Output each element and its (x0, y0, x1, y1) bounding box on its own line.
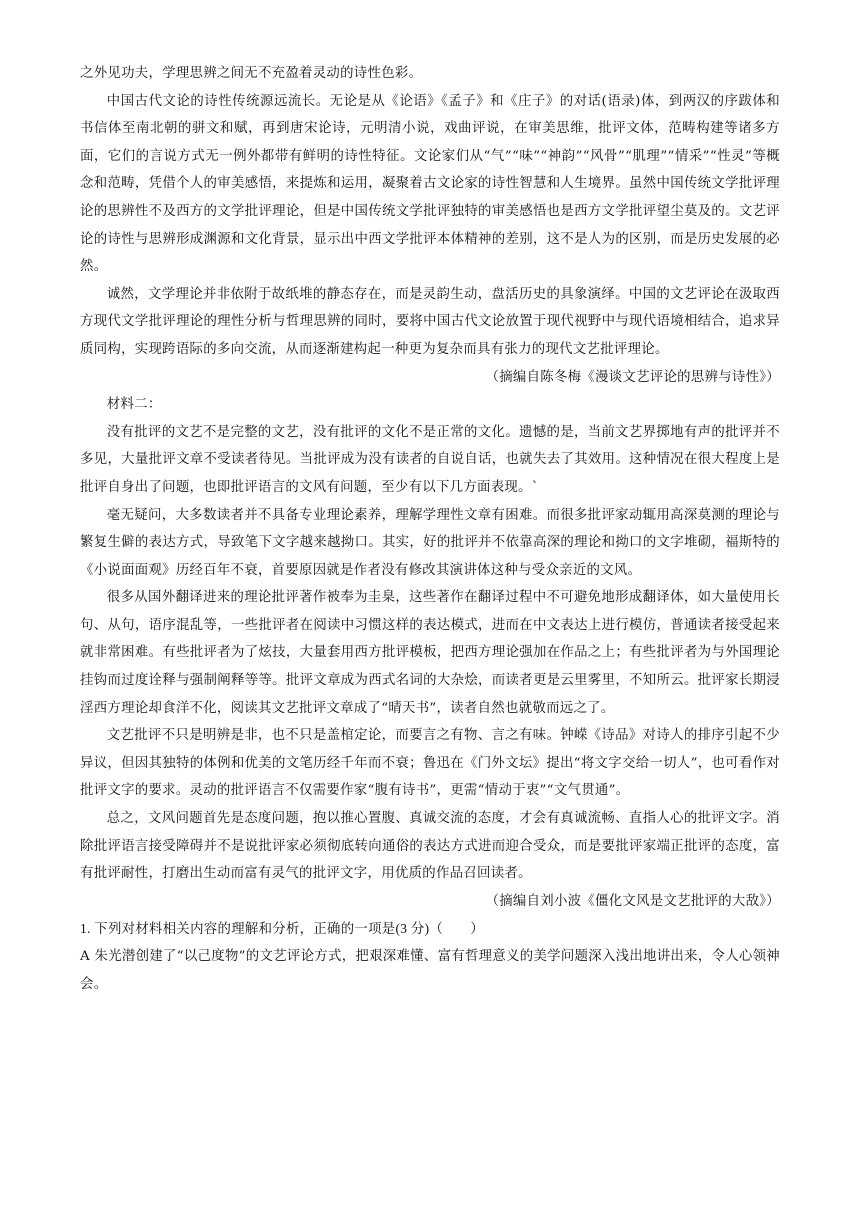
paragraph-translation-style: 很多从国外翻译进来的理论批评著作被奉为圭臬，这些著作在翻译过程中不可避免地形成翻译体，如大量使用长句、从句，语序混乱等，一些批评者在阅读中习惯这样的表达模式，进而在中文表达上进行模仿，普通读者接受起来就非常困难。有些批评者为了炫技，大量套用西方批评模板，把西方理论强加在作品之上；有些批评者为与外国理论挂钩而过度诠释与强制阐释等等。批评文章成为西式名词的大杂烩，而读者更是云里雾里，不知所云。批评家长期浸淫西方理论却食洋不化，阅读其文艺批评文章成了“晴天书”，读者自然也就敬而远之了。 (80, 590, 780, 716)
paragraph-vivid-language: 文艺批评不只是明辨是非，也不只是盖棺定论，而要言之有物、言之有味。钟嵘《诗品》对诗人的排序引起不少异议，但因其独特的体例和优美的文笔历经千年而不衰；鲁迅在《门外文坛》提出“将文字交给一切人”，也可看作对批评文字的要求。灵动的批评语言不仅需要作家“腹有诗书”，更需“情动于衷”“文气贯通”。 (80, 728, 780, 799)
paragraph-continuation: 之外见功夫，学理思辨之间无不充盈着灵动的诗性色彩。 (80, 66, 423, 81)
paragraph-literary-theory: 诚然，文学理论并非依附于故纸堆的静态存在，而是灵韵生动，盘活历史的具象演绎。中国的文艺评论在汲取西方现代文学批评理论的理性分析与哲理思辨的同时，要将中国古代文论放置于现代视野中与现代语境相结合，追求异质同构，实现跨语际的多向交流，从而逐渐建构起一种更为复杂而具有张力的现代文艺批评理论。 (80, 286, 780, 357)
paragraph-obscure-theory: 毫无疑问，大多数读者并不具备专业理论素养，理解学理性文章有困难。而很多批评家动辄用高深莫测的理论与繁复生僻的表达方式，导致笔下文字越来越拗口。其实，好的批评并不依靠高深的理论和拗口的文字堆砌，福斯特的《小说面面观》历经百年不衰，首要原因就是作者没有修改其演讲体这种与受众亲近的文风。 (80, 507, 780, 578)
question-1-option-a: A 朱光潜创建了“以己度物”的文艺评论方式，把艰深难懂、富有哲理意义的美学问题深入浅出地讲出来，令人心领神会。 (80, 949, 780, 992)
paragraph-poetic-tradition: 中国古代文论的诗性传统源远流长。无论是从《论语》《孟子》和《庄子》的对话(语录)体，到两汉的序跋体和书信体至南北朝的骈文和赋，再到唐宋论诗，元明清小说，戏曲评说，在审美思维，批评文体，范畴构建等诸多方面，它们的言说方式无一例外都带有鲜明的诗性特征。文论家们从“气”“味”“神韵”“风骨”“肌理”“情采”“性灵”等概念和范畴，凭借个人的审美感悟，来提炼和运用，凝聚着古文论家的诗性智慧和人生境界。虽然中国传统文学批评理论的思辨性不及西方的文学批评理论，但是中国传统文学批评独特的审美感悟也是西方文学批评望尘莫及的。文艺评论的诗性与思辨形成渊源和文化背景，显示出中西文学批评本体精神的差别，这不是人为的区别，而是历史发展的必然。 (80, 93, 780, 275)
paragraph-criticism-intro: 没有批评的文艺不是完整的文艺，没有批评的文化不是正常的文化。遗憾的是，当前文艺界掷地有声的批评并不多见，大量批评文章不受读者待见。当批评成为没有读者的自说自话，也就失去了其效用。这种情况在很大程度上是批评自身出了问题，也即批评语言的文风有问题，至少有以下几方面表现。` (80, 424, 780, 495)
question-1: 1. 下列对材料相关内容的理解和分析，正确的一项是(3 分)（ ） (80, 921, 485, 937)
source-citation-2: （摘编自刘小波《僵化文风是文艺批评的大敌》） (485, 893, 780, 909)
material-2-label: 材料二： (106, 397, 162, 413)
paragraph-conclusion: 总之，文风问题首先是态度问题，抱以推心置腹、真诚交流的态度，才会有真诚流畅、直指人心的批评文字。消除批评语言接受障碍并不是说批评家必须彻底转向通俗的表达方式进而迎合受众，而是要批评家端正批评的态度，富有批评耐性，打磨出生动而富有灵气的批评文字，用优质的作品召回读者。 (80, 811, 780, 882)
source-citation-1: （摘编自陈冬梅《漫谈文艺评论的思辨与诗性》） (485, 369, 780, 385)
document-page (80, 60, 780, 998)
